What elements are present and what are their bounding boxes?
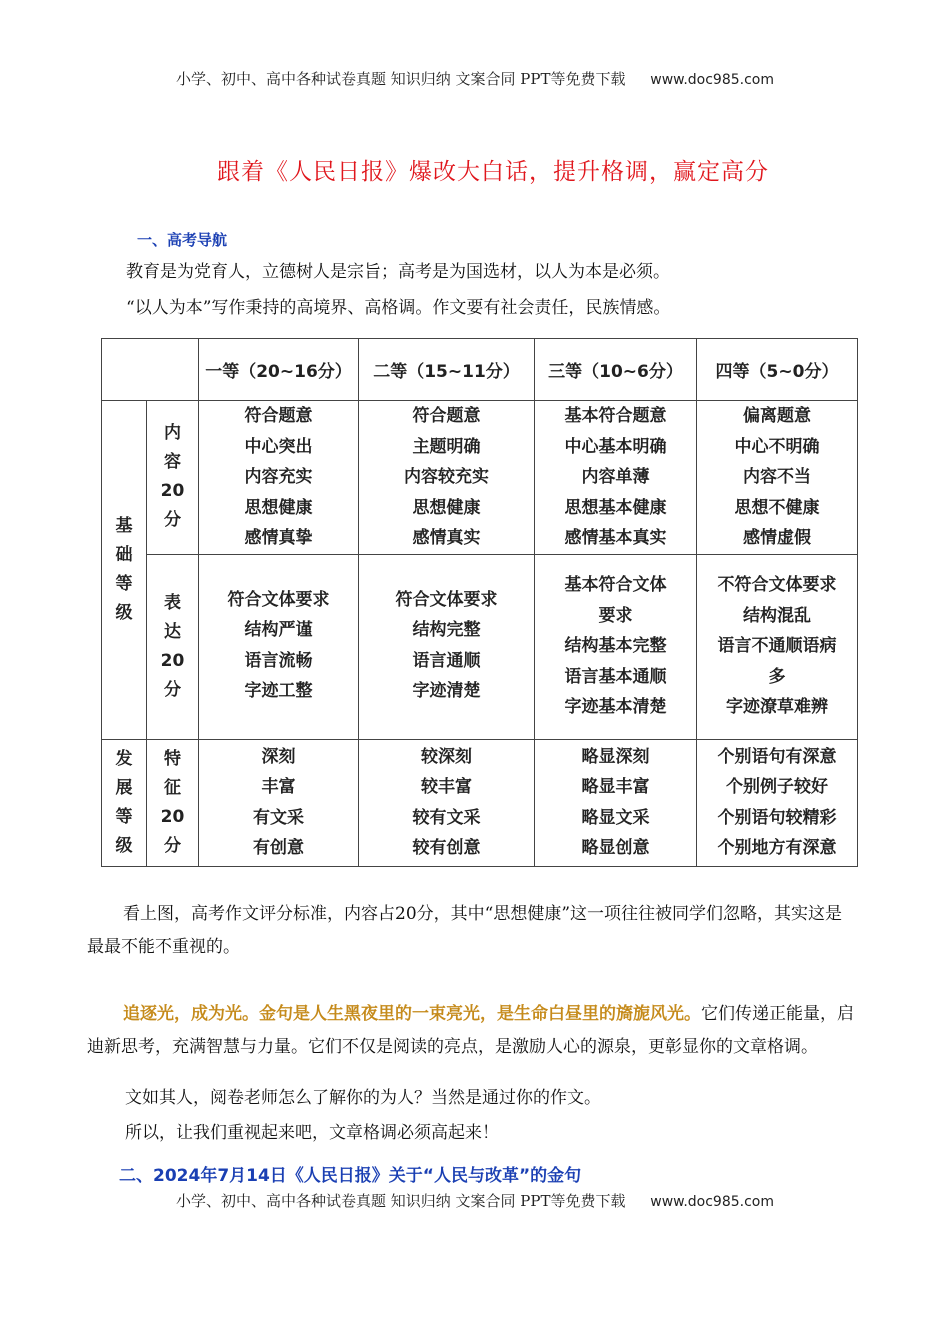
label-char: 基 [115, 515, 133, 536]
cell-line: 较深刻 [421, 746, 472, 767]
label-char: 分 [164, 510, 181, 531]
table-row-expression [102, 554, 858, 739]
label-char: 内 [164, 423, 181, 444]
body-paragraph-2 [87, 998, 857, 1064]
cell-line: 结构完整 [412, 620, 481, 640]
cell-line: 中心不明确 [734, 436, 820, 457]
cell-line: 个别语句有深意 [717, 746, 837, 767]
cell-line: 不符合文体要求 [717, 575, 837, 596]
section-heading-1: 一、高考导航 [137, 231, 228, 249]
intro-paragraph-2: “以人为本”写作秉持的高境界、高格调。作文要有社会责任，民族情感。 [126, 298, 671, 318]
cell [199, 401, 359, 555]
cell [535, 554, 697, 739]
cell [697, 554, 858, 739]
cell-line: 中心突出 [244, 436, 313, 457]
vertical-label [147, 745, 198, 861]
label-char: 特 [164, 748, 181, 769]
cell-line: 结构基本完整 [564, 636, 667, 657]
cell [359, 401, 535, 555]
cell-line: 丰富 [261, 777, 296, 797]
cell-line: 语言通顺 [412, 650, 481, 671]
cell-line: 感情基本真实 [564, 528, 667, 548]
cell-line: 略显文采 [581, 807, 650, 828]
cell-line: 字迹潦草难辨 [726, 697, 828, 718]
header-grade-3: 三等（10~6分） [535, 339, 697, 401]
label-char: 等 [115, 573, 133, 594]
cell [199, 554, 359, 739]
label-char: 级 [115, 835, 133, 856]
cell-line: 符合文体要求 [395, 589, 498, 610]
cell-line: 较有创意 [412, 838, 481, 858]
sub-label-expression [147, 554, 199, 739]
cell [199, 739, 359, 866]
cell-line: 个别例子较好 [726, 777, 828, 797]
vertical-label [147, 419, 198, 535]
cell-line: 较丰富 [421, 777, 472, 797]
table-row-content [102, 401, 858, 555]
cell-line: 偏离题意 [743, 406, 811, 426]
cell [535, 401, 697, 555]
cell-line: 内容不当 [743, 467, 811, 487]
cell-line: 思想不健康 [734, 497, 820, 518]
sub-label-features [147, 739, 199, 866]
label-char: 等 [115, 806, 133, 827]
cell-line: 字迹清楚 [412, 681, 481, 701]
cell-line: 内容单薄 [581, 467, 650, 487]
label-char: 础 [115, 544, 133, 565]
intro-paragraph-1: 教育是为党育人，立德树人是宗旨；高考是为国选材，以人为本是必须。 [126, 262, 670, 282]
cell-line: 略显深刻 [581, 746, 650, 767]
cell-line: 结构严谨 [244, 620, 313, 640]
header-site[interactable]: www.doc985.com [650, 72, 775, 88]
body-paragraph-3: 文如其人，阅卷老师怎么了解你的为人？当然是通过你的作文。 [125, 1088, 601, 1108]
cell-line: 略显创意 [581, 838, 650, 858]
cell-line: 感情真实 [412, 528, 481, 548]
label-char: 20 [160, 481, 185, 502]
page-footer [0, 1190, 950, 1211]
section-heading-2: 二、2024年7月14日《人民日报》关于“人民与改革”的金句 [119, 1166, 582, 1186]
cell-line: 有文采 [253, 807, 304, 828]
cell-line: 结构混乱 [743, 605, 811, 626]
vertical-label [102, 512, 146, 628]
label-char: 20 [160, 650, 185, 671]
vertical-label [102, 745, 146, 861]
header-grade-4: 四等（5~0分） [697, 339, 858, 401]
cell-line: 符合题意 [244, 406, 313, 426]
cell-line: 内容充实 [244, 467, 313, 487]
label-char: 发 [115, 748, 133, 769]
cell-line: 多 [768, 666, 786, 687]
cell-line: 感情虚假 [743, 528, 811, 548]
group-label-development [102, 739, 147, 866]
cell-line: 内容较充实 [404, 467, 489, 487]
cell [359, 554, 535, 739]
cell [359, 739, 535, 866]
cell [535, 739, 697, 866]
table-header-row [102, 339, 858, 401]
cell-line: 深刻 [261, 746, 296, 767]
cell-line: 语言不通顺语病 [717, 636, 837, 657]
label-char: 表 [164, 592, 181, 613]
sub-label-content [147, 401, 199, 555]
label-char: 容 [164, 452, 181, 473]
cell-line: 语言基本通顺 [564, 666, 667, 687]
table-corner-cell [102, 339, 199, 401]
vertical-label [147, 589, 198, 705]
cell-line: 个别地方有深意 [717, 838, 837, 858]
cell-line: 思想健康 [244, 497, 313, 518]
page-title: 跟着《人民日报》爆改大白话，提升格调，赢定高分 [217, 159, 769, 185]
cell-line: 基本符合题意 [564, 406, 667, 426]
cell-line: 思想基本健康 [564, 497, 667, 518]
cell [697, 739, 858, 866]
cell [697, 401, 858, 555]
header-text: 小学、初中、高中各种试卷真题 知识归纳 文案合同 PPT等免费下载 [175, 70, 626, 88]
grading-table [101, 338, 858, 867]
footer-site[interactable]: www.doc985.com [650, 1194, 775, 1210]
body-paragraph-4: 所以，让我们重视起来吧，文章格调必须高起来！ [125, 1123, 499, 1143]
label-char: 分 [164, 679, 181, 700]
cell-line: 语言流畅 [244, 650, 313, 671]
cell-line: 主题明确 [412, 436, 481, 457]
label-char: 级 [115, 602, 133, 623]
header-grade-1: 一等（20~16分） [199, 339, 359, 401]
cell-line: 要求 [598, 605, 633, 626]
cell-line: 有创意 [253, 838, 304, 858]
label-char: 分 [164, 835, 181, 856]
footer-text: 小学、初中、高中各种试卷真题 知识归纳 文案合同 PPT等免费下载 [175, 1192, 626, 1210]
cell-line: 字迹工整 [244, 681, 313, 701]
cell-line: 中心基本明确 [564, 436, 667, 457]
group-label-basic [102, 401, 147, 740]
cell-line: 符合题意 [412, 406, 481, 426]
header-grade-2: 二等（15~11分） [359, 339, 535, 401]
body-paragraph-2-rest: 它们传递正能量，启迪新思考，充满智慧与力量。它们不仅是阅读的亮点，是激励人心的源泉，更彰显你的文章格调。 [87, 1004, 854, 1057]
page-header [0, 68, 950, 89]
label-char: 20 [160, 806, 185, 827]
cell-line: 较有文采 [412, 807, 481, 828]
cell-line: 基本符合文体 [564, 575, 667, 596]
label-char: 展 [115, 777, 133, 798]
label-char: 征 [164, 777, 181, 798]
body-paragraph-1: 看上图，高考作文评分标准，内容占20分，其中“思想健康”这一项往往被同学们忽略，其实这是最最不能不重视的。 [87, 904, 843, 957]
label-char: 达 [164, 621, 181, 642]
highlight-quote: 追逐光，成为光。金句是人生黑夜里的一束亮光，是生命白昼里的旖旎风光。 [123, 1004, 701, 1024]
cell-line: 字迹基本清楚 [564, 697, 667, 718]
table-row-features [102, 739, 858, 866]
cell-line: 符合文体要求 [227, 589, 330, 610]
cell-line: 思想健康 [412, 497, 481, 518]
cell-line: 感情真挚 [244, 528, 313, 548]
cell-line: 个别语句较精彩 [717, 807, 837, 828]
cell-line: 略显丰富 [581, 777, 650, 797]
